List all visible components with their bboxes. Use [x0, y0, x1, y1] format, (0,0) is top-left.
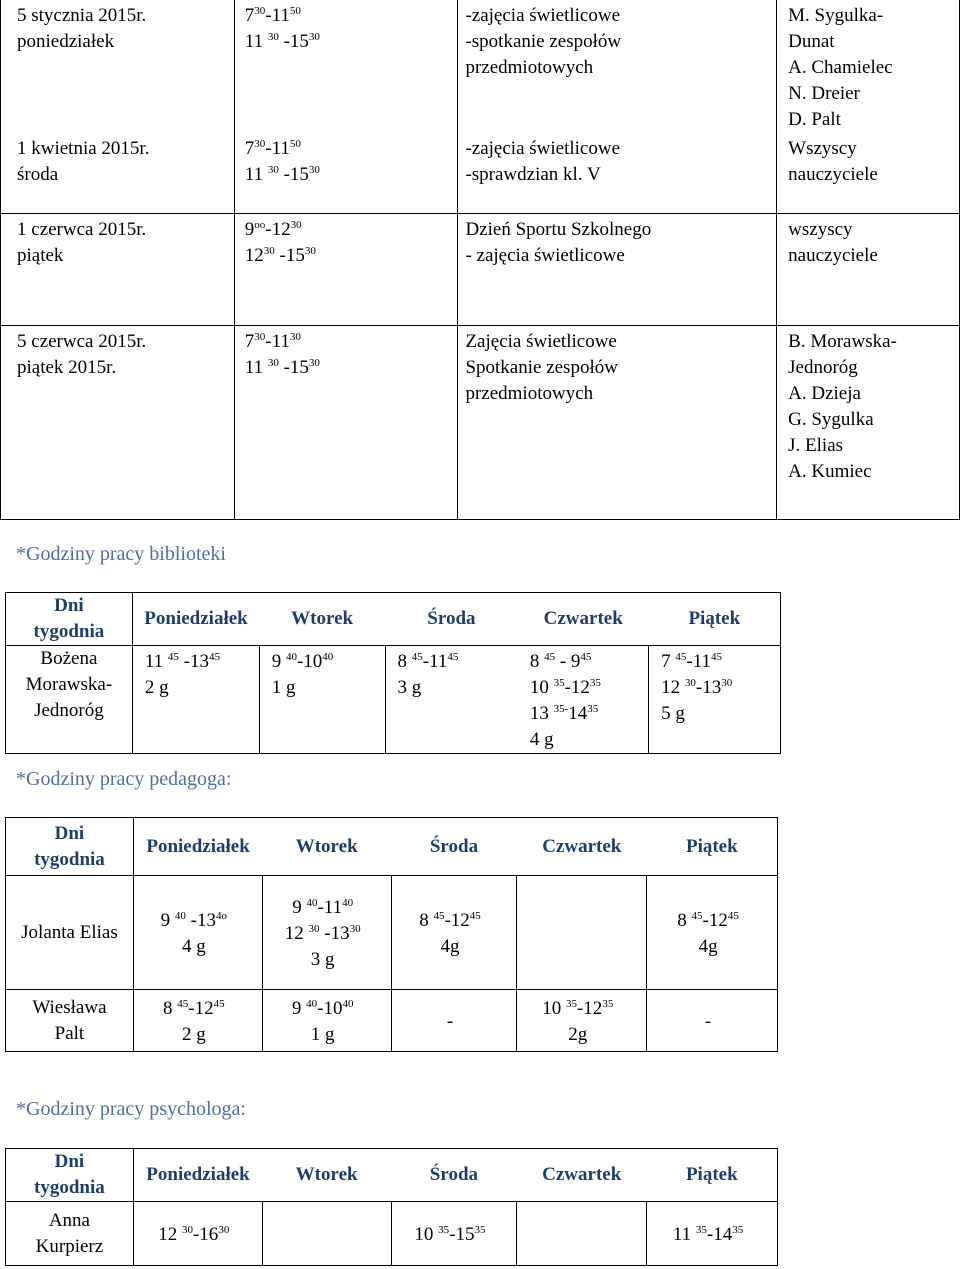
- person-name: Jolanta Elias: [21, 921, 118, 943]
- minutes: 40: [322, 651, 334, 663]
- hour: -12: [265, 218, 291, 240]
- minutes: 45: [167, 651, 179, 663]
- table-row: [6, 990, 778, 1052]
- hour: 7: [661, 651, 676, 672]
- header-label: Piątek: [685, 835, 738, 857]
- hours-cell: [234, 133, 458, 213]
- header-label: Czwartek: [542, 1164, 622, 1185]
- day-cell: [259, 646, 385, 754]
- person-name: G. Sygulka: [788, 408, 874, 430]
- hour: 11: [672, 1224, 696, 1245]
- hours-count: 1 g: [271, 677, 296, 698]
- activity-text: -sprawdzian kl. V: [465, 164, 601, 185]
- hour: -11: [265, 330, 290, 352]
- hours-count: 1 g: [310, 1024, 335, 1045]
- minutes: 45: [177, 998, 189, 1010]
- date-text: 5 stycznia 2015r.: [17, 5, 147, 26]
- minutes: 30: [684, 677, 696, 689]
- person-name: Wszyscy: [788, 138, 857, 159]
- minutes: 50: [289, 138, 301, 150]
- time-range: [272, 649, 377, 675]
- header-cell: [6, 1149, 134, 1202]
- hour: -12: [564, 677, 590, 698]
- minutes: 30: [289, 330, 301, 343]
- psychologist-heading: *Godziny pracy psychologa:: [16, 1098, 246, 1120]
- day-cell: [391, 876, 517, 990]
- minutes: 45: [447, 651, 459, 663]
- hour: -16: [192, 1224, 219, 1245]
- header-cell: [132, 593, 259, 646]
- time-range: [245, 355, 450, 381]
- header-cell: [385, 593, 518, 646]
- hour: 9: [160, 910, 175, 931]
- day-cell: [391, 1202, 517, 1266]
- hour: -13: [185, 910, 216, 931]
- person-name: Bożena: [40, 648, 98, 669]
- hour: -15: [278, 31, 309, 52]
- hour: -13: [178, 651, 209, 672]
- people-cell: [777, 325, 960, 519]
- hour: -11: [265, 138, 290, 159]
- library-table: [5, 592, 781, 754]
- hours-count: 3 g: [397, 677, 422, 698]
- minutes: 35: [589, 677, 601, 689]
- header-label: Wtorek: [295, 1164, 358, 1185]
- minutes: 45: [433, 910, 445, 922]
- minutes: 35: [602, 998, 614, 1010]
- time-range: [661, 675, 772, 701]
- people-cell: [777, 133, 960, 213]
- hours-count: -: [446, 1011, 454, 1032]
- person-name: Palt: [54, 1022, 85, 1044]
- person-name: Jednoróg: [788, 356, 858, 378]
- activity-text: - zajęcia świetlicowe: [465, 244, 625, 266]
- time-range: [245, 162, 450, 188]
- hour: 8: [163, 998, 178, 1019]
- pedagogue-heading: *Godziny pracy pedagoga:: [16, 768, 232, 790]
- header-cell: [391, 818, 517, 876]
- hours-count: 2 g: [144, 677, 169, 698]
- hour: -13: [319, 923, 350, 944]
- activity-text: -zajęcia świetlicowe: [465, 138, 621, 159]
- minutes: 50: [289, 5, 301, 17]
- person-name: D. Palt: [788, 109, 841, 130]
- header-cell: [517, 1149, 647, 1202]
- minutes: 45: [208, 651, 220, 663]
- hour: 12: [244, 244, 264, 266]
- person-name: A. Dzieja: [788, 382, 861, 404]
- person-cell: [6, 1202, 134, 1266]
- person-name: Dunat: [788, 31, 835, 52]
- time-range: [392, 908, 509, 934]
- hours-cell: [234, 325, 458, 519]
- minutes: 45: [711, 651, 723, 663]
- time-range: [134, 996, 254, 1022]
- hour: 11: [144, 651, 168, 672]
- time-range: [647, 1222, 769, 1248]
- minutes: 30: [304, 244, 316, 257]
- day-cell: [385, 646, 518, 754]
- header-cell: [647, 818, 778, 876]
- header-label: Środa: [429, 1164, 479, 1185]
- time-range: [530, 675, 640, 701]
- hours-count: 4 g: [529, 729, 554, 750]
- header-label: Środa: [429, 835, 479, 857]
- hour: 7: [244, 330, 255, 352]
- date-text: piątek: [17, 244, 64, 266]
- header-label: Piątek: [688, 608, 741, 629]
- header-label: Dni tygodnia: [34, 822, 105, 870]
- minutes: 35: [732, 1224, 744, 1236]
- hours-count: -: [704, 1011, 712, 1032]
- minutes: 45: [691, 910, 703, 922]
- day-cell: [262, 876, 391, 990]
- hours-count: 4g: [698, 936, 718, 957]
- minutes: 35: [474, 1224, 486, 1236]
- hour: 8: [419, 910, 434, 931]
- activity-text: Zajęcia świetlicowe: [465, 330, 617, 352]
- person-name: Jednoróg: [34, 700, 104, 721]
- header-row: [6, 1149, 778, 1202]
- day-cell: [517, 1202, 647, 1266]
- minutes: 40: [342, 897, 354, 909]
- header-cell: [262, 818, 391, 876]
- header-row: [6, 593, 781, 646]
- library-heading: *Godziny pracy biblioteki: [16, 543, 226, 565]
- hours-count: 4 g: [181, 936, 206, 957]
- hours-count: 2 g: [181, 1024, 206, 1045]
- minutes: 45: [469, 910, 481, 922]
- header-cell: [391, 1149, 517, 1202]
- hour: 10: [529, 677, 554, 698]
- hour: 9: [292, 897, 307, 918]
- time-range: [647, 908, 769, 934]
- hour: -15: [274, 244, 305, 266]
- hours-count: 4g: [440, 936, 460, 957]
- header-label: Dni tygodnia: [34, 1151, 105, 1198]
- date-cell: [1, 133, 235, 213]
- hour: 7: [244, 5, 255, 26]
- hour: 11: [244, 164, 268, 185]
- hour: 12: [158, 1224, 182, 1245]
- person-name: M. Sygulka-: [788, 5, 884, 26]
- time-range: [661, 649, 772, 675]
- hour: 10: [414, 1224, 439, 1245]
- minutes: 35: [565, 998, 577, 1010]
- hours-cell: [234, 213, 458, 325]
- activity-text: Dzień Sportu Szkolnego: [465, 218, 652, 240]
- date-text: piątek 2015r.: [17, 356, 117, 378]
- time-range: [134, 908, 254, 934]
- time-range: [245, 29, 450, 55]
- minutes: 30: [254, 5, 266, 17]
- person-name: Anna: [48, 1209, 90, 1231]
- person-name: N. Dreier: [788, 83, 860, 104]
- person-name: Morawska-: [25, 674, 113, 695]
- hours-count: 5 g: [661, 703, 685, 724]
- person-name: wszyscy: [788, 218, 853, 240]
- minutes: 30: [290, 218, 302, 231]
- day-cell: [133, 990, 262, 1052]
- hour: 10: [542, 998, 566, 1019]
- hour: -11: [422, 651, 448, 672]
- hour: -12: [188, 998, 214, 1019]
- hour: 14: [568, 703, 588, 724]
- day-cell: [647, 990, 778, 1052]
- people-cell: [777, 213, 960, 325]
- hour: 7: [244, 138, 255, 159]
- hour: 12: [284, 923, 309, 944]
- day-cell: [647, 876, 778, 990]
- minutes: 30: [308, 164, 320, 176]
- people-cell: [777, 0, 960, 133]
- day-cell: [132, 646, 259, 754]
- header-cell: [518, 593, 649, 646]
- minutes: 35: [695, 1224, 707, 1236]
- person-name: A. Kumiec: [788, 460, 872, 482]
- date-text: 1 czerwca 2015r.: [17, 218, 147, 240]
- minutes: 40: [174, 910, 186, 922]
- minutes: 45: [580, 651, 592, 663]
- person-name: Wiesława: [32, 996, 107, 1018]
- day-cell: [517, 990, 647, 1052]
- time-range: [245, 136, 450, 162]
- schedule-row: [1, 213, 960, 325]
- schedule-row: [1, 133, 960, 213]
- hour: -15: [278, 164, 309, 185]
- minutes: 35: [438, 1224, 450, 1236]
- hour: -10: [296, 651, 323, 672]
- time-range: [145, 649, 251, 675]
- hour: -15: [449, 1224, 475, 1245]
- minutes: 45: [675, 651, 687, 663]
- minutes: 35: [587, 703, 599, 715]
- minutes: 30: [267, 31, 279, 43]
- psychologist-table: [5, 1148, 778, 1266]
- date-cell: [1, 0, 235, 133]
- time-range: [263, 921, 383, 947]
- person-name: Kurpierz: [35, 1235, 104, 1257]
- activity-cell: [458, 0, 777, 133]
- table-row: [6, 876, 778, 990]
- hour: -10: [317, 998, 343, 1019]
- header-cell: [133, 1149, 262, 1202]
- activity-text: przedmiotowych: [465, 57, 594, 78]
- table-row: [6, 646, 781, 754]
- time-range: [245, 243, 450, 269]
- time-range: [392, 1222, 509, 1248]
- pedagogue-table: [5, 817, 778, 1052]
- date-cell: [1, 325, 235, 519]
- hours-count: 2g: [568, 1024, 588, 1045]
- day-cell: [518, 646, 649, 754]
- minutes: 30: [263, 244, 275, 257]
- header-label: Poniedziałek: [146, 835, 250, 857]
- minutes: 45: [411, 651, 423, 663]
- schedule-row: [1, 0, 960, 133]
- header-cell: [6, 593, 133, 646]
- day-cell: [647, 1202, 778, 1266]
- hour: -12: [576, 998, 603, 1019]
- activity-cell: [458, 213, 777, 325]
- activity-cell: [458, 133, 777, 213]
- time-range: [245, 329, 450, 355]
- activity-text: Spotkanie zespołów: [465, 356, 618, 378]
- activity-text: -zajęcia świetlicowe: [465, 5, 621, 26]
- minutes: 30: [308, 356, 320, 369]
- hour: 8: [677, 910, 692, 931]
- hour: 11: [244, 356, 268, 378]
- person-cell: [6, 876, 134, 990]
- minutes: 30: [218, 1224, 230, 1236]
- time-range: [245, 217, 450, 243]
- day-cell: [133, 876, 262, 990]
- date-text: 5 czerwca 2015r.: [17, 330, 147, 352]
- hour: 8: [397, 651, 412, 672]
- hour: 9: [244, 218, 255, 240]
- minutes: 30: [267, 356, 279, 369]
- minutes: oo: [254, 218, 266, 231]
- activity-cell: [458, 325, 777, 519]
- activity-text: przedmiotowych: [465, 382, 594, 404]
- header-cell: [647, 1149, 778, 1202]
- person-name: nauczyciele: [788, 244, 878, 266]
- time-range: [263, 895, 383, 921]
- minutes: 30: [308, 31, 320, 43]
- header-label: Czwartek: [543, 608, 623, 629]
- time-range: [134, 1222, 254, 1248]
- header-row: [6, 818, 778, 876]
- header-label: Poniedziałek: [146, 1164, 250, 1185]
- time-range: [530, 649, 640, 675]
- hour: 9: [271, 651, 286, 672]
- minutes: 40: [306, 897, 318, 909]
- hour: -11: [317, 897, 343, 918]
- person-name: B. Morawska-: [788, 330, 897, 352]
- header-label: Dni tygodnia: [33, 595, 105, 642]
- day-cell: [133, 1202, 262, 1266]
- hour: 11: [244, 31, 268, 52]
- header-label: Piątek: [685, 1164, 738, 1185]
- header-label: Środa: [427, 608, 476, 629]
- minutes: 30: [308, 923, 320, 935]
- minutes: 30: [267, 164, 279, 176]
- date-text: poniedziałek: [17, 31, 115, 52]
- person-cell: [6, 990, 134, 1052]
- person-name: J. Elias: [788, 434, 844, 456]
- time-range: [398, 649, 510, 675]
- minutes: 45: [544, 651, 556, 663]
- time-range: [517, 996, 638, 1022]
- hour: -11: [265, 5, 290, 26]
- minutes: 40: [306, 998, 318, 1010]
- hour: - 9: [555, 651, 581, 672]
- date-text: 1 kwietnia 2015r.: [17, 138, 150, 159]
- hour: 12: [661, 677, 685, 698]
- header-label: Czwartek: [542, 835, 622, 857]
- header-cell: [259, 593, 385, 646]
- minutes: 30: [721, 677, 733, 689]
- hour: -12: [444, 910, 470, 931]
- time-range: [245, 3, 450, 29]
- minutes: 45: [213, 998, 225, 1010]
- minutes: 35-: [553, 703, 569, 715]
- day-cell: [262, 990, 391, 1052]
- day-cell: [391, 990, 517, 1052]
- minutes: 35: [553, 677, 565, 689]
- minutes: 30: [254, 138, 266, 150]
- day-cell: [262, 1202, 391, 1266]
- schedule-table: [0, 0, 960, 520]
- header-cell: [133, 818, 262, 876]
- header-cell: [6, 818, 134, 876]
- minutes: 30: [181, 1224, 193, 1236]
- hour: 9: [291, 998, 307, 1019]
- time-range: [263, 996, 383, 1022]
- hour: 8: [529, 651, 545, 672]
- minutes: 40: [342, 998, 354, 1010]
- hours-cell: [234, 0, 458, 133]
- hour: -15: [278, 356, 309, 378]
- person-name: A. Chamielec: [788, 57, 893, 78]
- person-cell: [6, 646, 133, 754]
- header-label: Wtorek: [295, 835, 358, 857]
- hours-count: 3 g: [310, 949, 335, 970]
- minutes: 4o: [215, 910, 227, 922]
- hour: 13: [529, 703, 554, 724]
- minutes: 40: [285, 651, 297, 663]
- time-range: [530, 701, 640, 727]
- schedule-row: [1, 325, 960, 519]
- person-name: nauczyciele: [788, 164, 878, 185]
- activity-text: -spotkanie zespołów: [465, 31, 622, 52]
- hour: -13: [695, 677, 722, 698]
- header-cell: [649, 593, 781, 646]
- day-cell: [517, 876, 647, 990]
- header-label: Poniedziałek: [144, 608, 248, 629]
- minutes: 30: [349, 923, 361, 935]
- hour: -14: [706, 1224, 733, 1245]
- date-text: środa: [17, 164, 59, 185]
- minutes: 45: [727, 910, 739, 922]
- date-cell: [1, 213, 235, 325]
- hour: -12: [702, 910, 728, 931]
- header-cell: [262, 1149, 391, 1202]
- header-label: Wtorek: [291, 608, 354, 629]
- table-row: [6, 1202, 778, 1266]
- header-cell: [517, 818, 647, 876]
- hour: -11: [686, 651, 712, 672]
- day-cell: [649, 646, 781, 754]
- minutes: 30: [254, 330, 266, 343]
